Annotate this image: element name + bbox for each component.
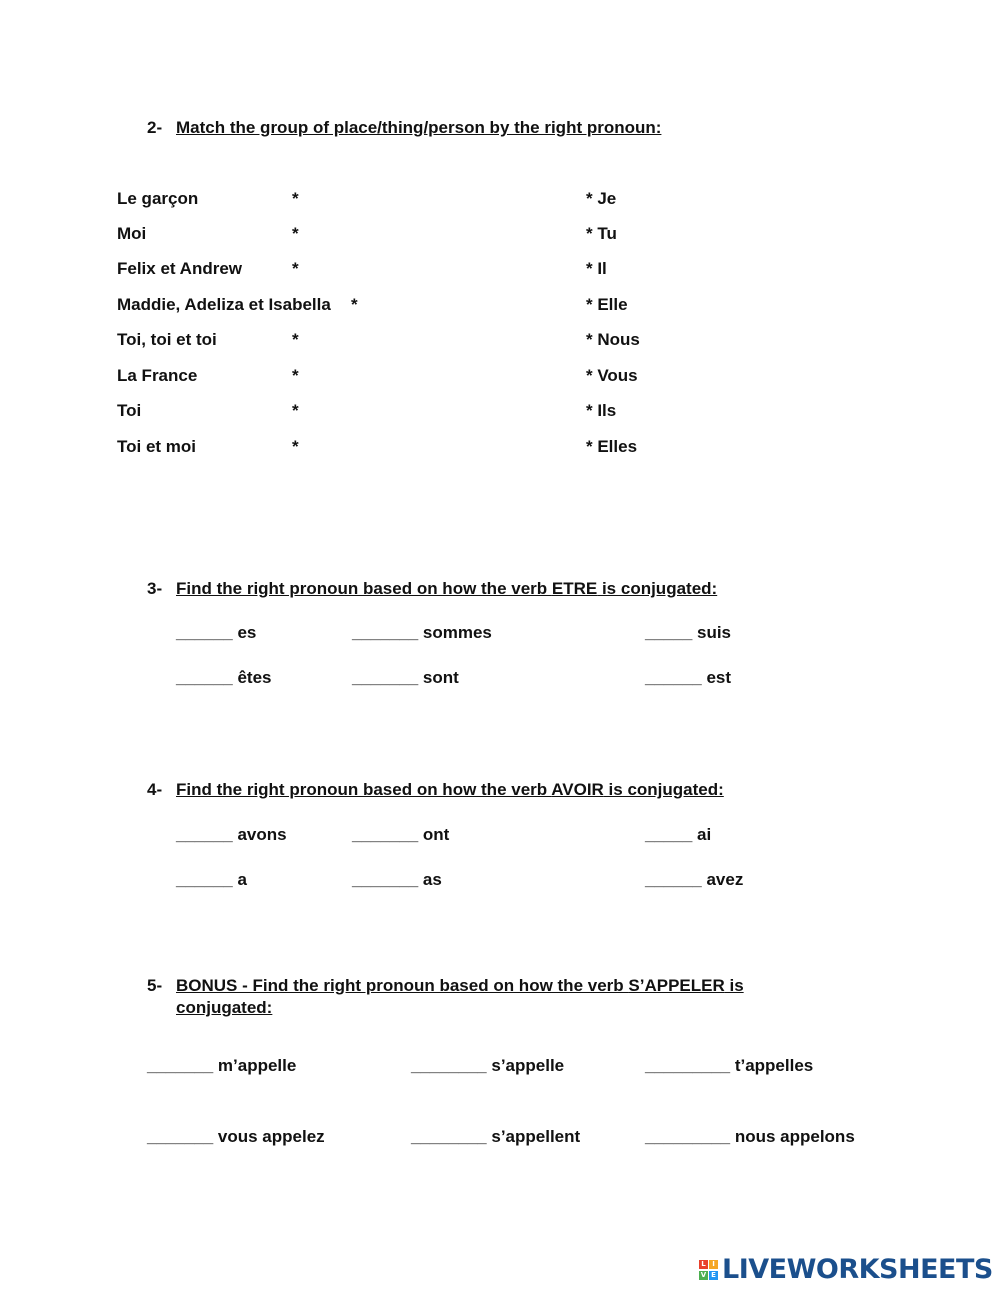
section-5-title-post: is (724, 976, 744, 995)
logo-letter-e: E (709, 1271, 718, 1280)
etre-blank-est[interactable]: ______ est (645, 668, 732, 687)
match-right-item[interactable]: * Il (586, 259, 607, 278)
match-right-item[interactable]: * Ils (586, 401, 617, 420)
match-right-item[interactable]: * Je (586, 189, 617, 208)
logo-letter-l: L (699, 1260, 708, 1269)
match-left-dot[interactable]: * (292, 366, 299, 385)
avoir-blank-a[interactable]: ______ a (176, 870, 247, 889)
section-4-title-pre: Find the right pronoun based on how the verb (176, 780, 552, 799)
section-5-title (176, 976, 744, 996)
match-left-dot[interactable]: * (292, 224, 299, 243)
avoir-blank-as[interactable]: _______ as (352, 870, 442, 889)
appeler-blank-tappelles[interactable]: _________ t’appelles (645, 1056, 814, 1075)
section-3-title-pre: Find the right pronoun based on how the verb (176, 579, 552, 598)
match-left-item: Moi (117, 224, 147, 243)
section-5-title-line2: conjugated: (176, 998, 273, 1017)
avoir-blank-ai[interactable]: _____ ai (645, 825, 712, 844)
avoir-blank-avez[interactable]: ______ avez (645, 870, 744, 889)
avoir-blank-avons[interactable]: ______ avons (176, 825, 287, 844)
section-3-title-post: is conjugated: (597, 579, 718, 598)
match-left-item: Felix et Andrew (117, 259, 243, 278)
match-right-item[interactable]: * Tu (586, 224, 617, 243)
section-5-verb: S’APPELER (628, 976, 725, 995)
match-left-item: Toi (117, 401, 142, 420)
section-3-verb: ETRE (551, 579, 598, 598)
match-right-item[interactable]: * Nous (586, 330, 640, 349)
section-4-title (176, 780, 724, 800)
match-right-item[interactable]: * Elles (586, 437, 638, 456)
match-left-item: Toi et moi (117, 437, 197, 456)
appeler-blank-sappellent[interactable]: ________ s’appellent (411, 1127, 581, 1146)
etre-blank-sommes[interactable]: _______ sommes (352, 623, 492, 642)
match-left-dot[interactable]: * (292, 189, 299, 208)
appeler-blank-nous-appelons[interactable]: _________ nous appelons (645, 1127, 855, 1146)
section-2-number: 2- (147, 118, 163, 137)
logo-letter-i: I (709, 1260, 718, 1269)
appeler-blank-mappelle[interactable]: _______ m’appelle (147, 1056, 297, 1075)
match-left-dot[interactable]: * (292, 259, 299, 278)
section-5-title-pre: BONUS - Find the right pronoun based on how the verb (176, 976, 629, 995)
section-3-title (176, 579, 717, 599)
etre-blank-suis[interactable]: _____ suis (645, 623, 732, 642)
match-left-dot[interactable]: * (292, 401, 299, 420)
match-right-item[interactable]: * Vous (586, 366, 638, 385)
etre-blank-etes[interactable]: ______ êtes (176, 668, 272, 687)
section-5-number: 5- (147, 976, 163, 995)
match-left-item: La France (117, 366, 198, 385)
section-3-number: 3- (147, 579, 163, 598)
section-4-title-post: is conjugated: (603, 780, 724, 799)
section-2-title: Match the group of place/thing/person by the right pronoun: (176, 118, 662, 137)
match-left-dot[interactable]: * (292, 330, 299, 349)
section-4-verb: AVOIR (551, 780, 604, 799)
match-right-item[interactable]: * Elle (586, 295, 628, 314)
match-left-dot[interactable]: * (292, 437, 299, 456)
liveworksheets-logo (697, 1254, 997, 1286)
logo-text: LIVEWORKSHEETS (722, 1254, 993, 1285)
match-left-item: Toi, toi et toi (117, 330, 217, 349)
match-left-item: Le garçon (117, 189, 199, 208)
avoir-blank-ont[interactable]: _______ ont (352, 825, 450, 844)
match-left-item: Maddie, Adeliza et Isabella (117, 295, 331, 314)
appeler-blank-sappelle[interactable]: ________ s’appelle (411, 1056, 565, 1075)
logo-letter-v: V (700, 1271, 707, 1279)
section-4-number: 4- (147, 780, 163, 799)
appeler-blank-vous-appelez[interactable]: _______ vous appelez (147, 1127, 325, 1146)
match-left-dot[interactable]: * (351, 295, 358, 314)
etre-blank-sont[interactable]: _______ sont (352, 668, 459, 687)
etre-blank-es[interactable]: ______ es (176, 623, 257, 642)
